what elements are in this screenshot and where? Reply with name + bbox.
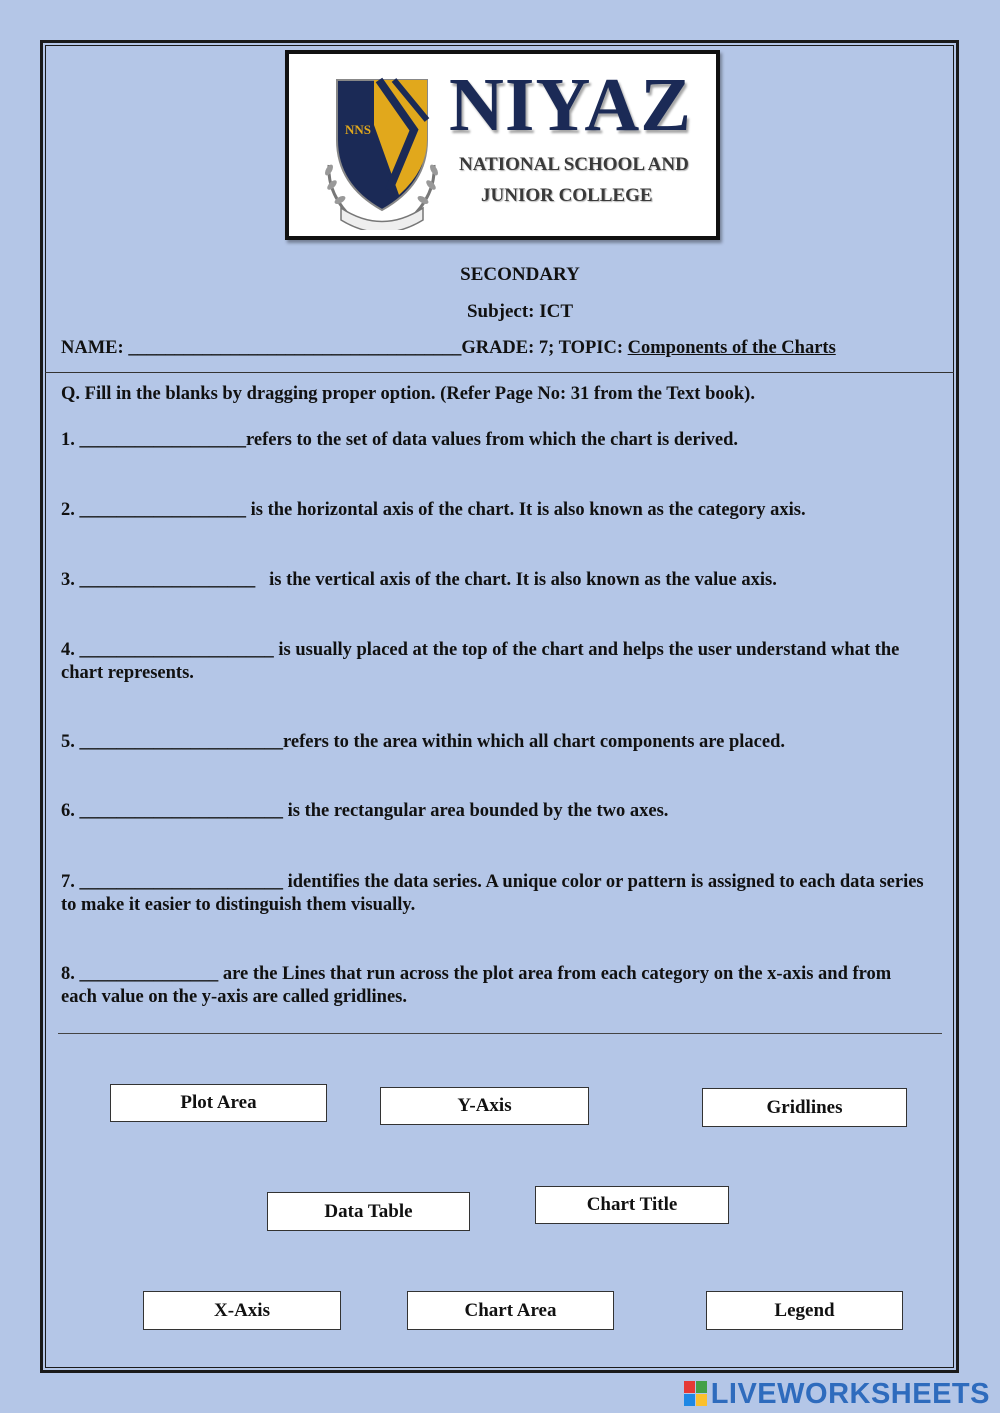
option-plot-area[interactable]: Plot Area — [110, 1084, 327, 1122]
school-subtitle-1: NATIONAL SCHOOL AND — [459, 154, 689, 175]
question-3: 3. ___________________ is the vertical axis of the chart. It is also known as the value axis. — [61, 570, 777, 590]
subject-heading: Subject: ICT — [466, 301, 574, 322]
option-data-table[interactable]: Data Table — [267, 1192, 470, 1231]
instruction-text: Q. Fill in the blanks by dragging proper option. (Refer Page No: 31 from the Text book). — [61, 384, 755, 404]
question-5: 5. ______________________refers to the area within which all chart components are placed. — [61, 732, 786, 752]
name-field[interactable]: ____________________________________ — [128, 338, 462, 358]
answer-blank-7[interactable]: ______________________ — [79, 872, 283, 892]
answer-blank-8[interactable]: _______________ — [79, 964, 219, 984]
answer-blank-3[interactable]: ___________________ — [79, 570, 256, 590]
shield-crest-icon — [319, 70, 444, 230]
answer-blank-6[interactable]: ______________________ — [79, 801, 283, 821]
options-divider — [58, 1033, 942, 1034]
name-label: NAME: — [61, 338, 129, 358]
option-x-axis[interactable]: X-Axis — [143, 1291, 341, 1330]
answer-blank-4[interactable]: _____________________ — [79, 640, 274, 660]
liveworksheets-icon — [684, 1381, 708, 1407]
question-1: 1. __________________refers to the set of data values from which the chart is derived. — [61, 430, 739, 450]
question-7: 7. ______________________ identifies the data series. A unique color or pattern is assigned to each data series to make it easier to distinguish them visually. — [61, 872, 924, 915]
section-heading: SECONDARY — [460, 264, 580, 285]
topic-title: Components of the Charts — [627, 338, 836, 358]
question-6: 6. ______________________ is the rectangular area bounded by the two axes. — [61, 801, 669, 821]
school-logo — [285, 50, 720, 240]
name-grade-line — [61, 338, 836, 359]
header-divider — [45, 372, 954, 373]
liveworksheets-logo — [684, 1378, 990, 1410]
option-gridlines[interactable]: Gridlines — [702, 1088, 907, 1127]
answer-blank-2[interactable]: __________________ — [79, 500, 246, 520]
answer-blank-1[interactable]: __________________ — [79, 430, 246, 450]
option-legend[interactable]: Legend — [706, 1291, 903, 1330]
school-subtitle-2: JUNIOR COLLEGE — [481, 185, 653, 206]
page-frame-inner — [45, 45, 954, 1368]
option-chart-area[interactable]: Chart Area — [407, 1291, 614, 1330]
grade-topic-label: GRADE: 7; TOPIC: — [461, 338, 628, 358]
question-4: 4. _____________________ is usually placed at the top of the chart and helps the user understand what the chart represents. — [61, 640, 900, 683]
answer-blank-5[interactable]: ______________________ — [79, 732, 283, 752]
option-chart-title[interactable]: Chart Title — [535, 1186, 729, 1224]
svg-text:NNS: NNS — [345, 122, 372, 137]
question-8: 8. _______________ are the Lines that run across the plot area from each category on the x-axis and from each value on the y-axis are called gridlines. — [61, 964, 892, 1007]
question-2: 2. __________________ is the horizontal axis of the chart. It is also known as the category axis. — [61, 500, 806, 520]
liveworksheets-text: LIVEWORKSHEETS — [710, 1377, 990, 1410]
option-y-axis[interactable]: Y-Axis — [380, 1087, 589, 1125]
school-name: NIYAZ — [449, 63, 692, 147]
